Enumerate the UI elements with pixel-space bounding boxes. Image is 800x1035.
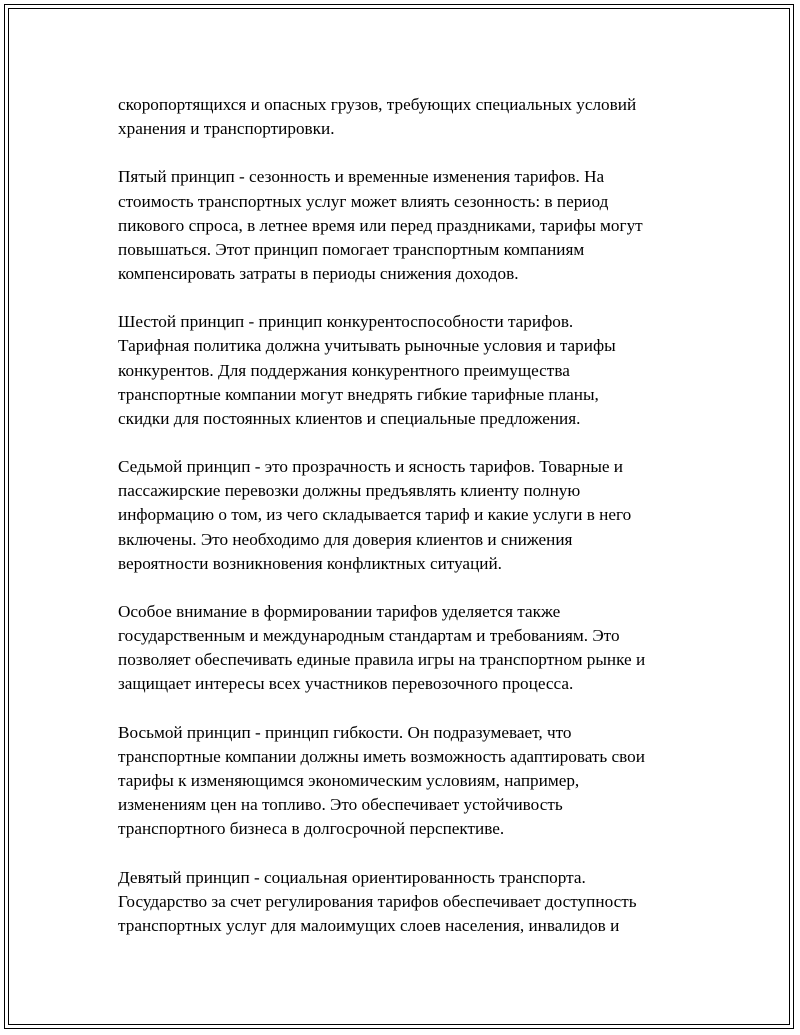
paragraph-line: Девятый принцип - социальная ориентированность транспорта. [118,867,586,887]
paragraph-line: защищает интересы всех участников перевозочного процесса. [118,674,574,694]
paragraph-line: транспортного бизнеса в долгосрочной перспективе. [118,819,505,839]
paragraph-line: пикового спроса, в летнее время или перед праздниками, тарифы могут [118,215,643,235]
paragraph-line: государственным и международным стандартам и требованиям. Это [118,626,620,646]
paragraph-line: изменениям цен на топливо. Это обеспечивает устойчивость [118,795,563,815]
paragraph-line: Седьмой принцип - это прозрачность и ясность тарифов. Товарные и [118,457,624,477]
paragraph-line: информацию о том, из чего складывается тариф и какие услуги в него [118,505,632,525]
paragraph-gap [118,576,698,600]
paragraph-gap [118,286,698,310]
paragraph-line: компенсировать затраты в периоды снижения доходов. [118,263,519,283]
paragraph-line: Пятый принцип - сезонность и временные изменения тарифов. На [118,167,605,187]
paragraph-5 [118,600,698,697]
paragraph-line: скидки для постоянных клиентов и специальные предложения. [118,408,581,428]
paragraph-line: включены. Это необходимо для доверия клиентов и снижения [118,529,573,549]
paragraph-gap [118,141,698,165]
paragraph-3 [118,310,698,431]
paragraph-line: скоропортящихся и опасных грузов, требующих специальных условий [118,95,637,114]
paragraph-line: Государство за счет регулирования тарифов обеспечивает доступность [118,891,637,911]
paragraph-line: позволяет обеспечивать единые правила игры на транспортном рынке и [118,650,646,670]
paragraph-line: пассажирские перевозки должны предъявлять клиенту полную [118,481,581,501]
paragraph-4 [118,455,698,576]
paragraph-line: хранения и транспортировки. [118,119,335,139]
paragraph-line: Шестой принцип - принцип конкурентоспособности тарифов. [118,312,574,332]
paragraph-line: повышаться. Этот принцип помогает транспортным компаниям [118,239,585,259]
paragraph-gap [118,431,698,455]
paragraph-line: транспортные компании могут внедрять гибкие тарифные планы, [118,384,599,404]
paragraph-line: транспортных услуг для малоимущих слоев населения, инвалидов и [118,915,620,935]
paragraph-line: конкурентов. Для поддержания конкурентного преимущества [118,360,570,380]
paragraph-gap [118,697,698,721]
paragraph-line: вероятности возникновения конфликтных ситуаций. [118,553,502,573]
paragraph-line: стоимость транспортных услуг может влиять сезонность: в период [118,191,609,211]
paragraph-6 [118,721,698,842]
paragraph-line: тарифы к изменяющимся экономическим условиям, например, [118,770,580,790]
paragraph-line: Восьмой принцип - принцип гибкости. Он подразумевает, что [118,722,572,742]
paragraph-gap [118,841,698,865]
paragraph-line: транспортные компании должны иметь возможность адаптировать свои [118,746,645,766]
paragraph-line: Особое внимание в формировании тарифов уделяется также [118,601,561,621]
paragraph-2 [118,165,698,286]
paragraph-7 [118,866,698,938]
document-body [118,93,698,938]
paragraph-line: Тарифная политика должна учитывать рыночные условия и тарифы [118,336,616,356]
paragraph-1 [118,93,698,141]
